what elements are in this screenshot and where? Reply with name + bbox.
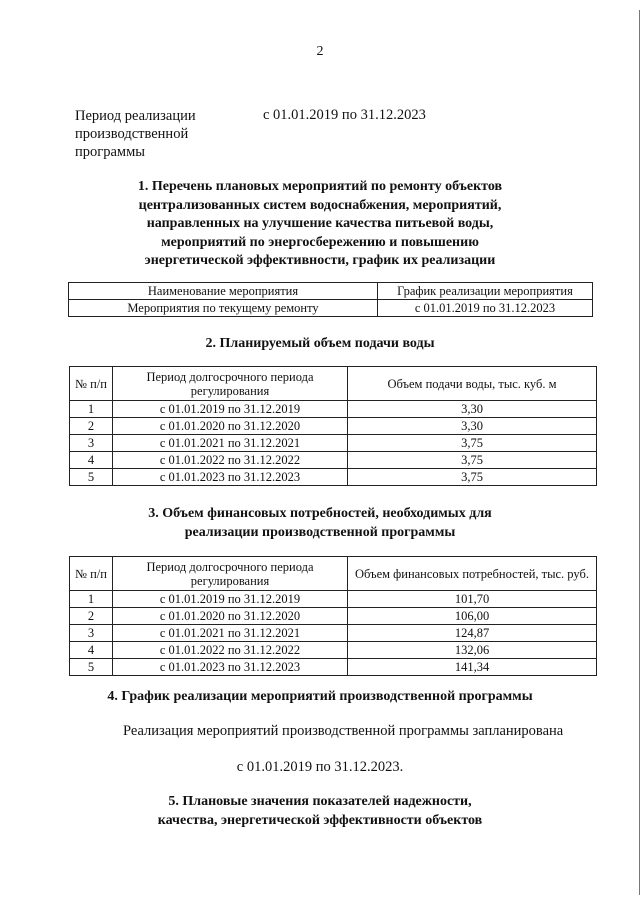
table-cell: Мероприятия по текущему ремонту [69,300,378,317]
table-row [70,401,597,418]
table-cell: с 01.01.2020 по 31.12.2020 [113,418,348,435]
table-cell: 4 [70,642,113,659]
table-cell: 101,70 [348,591,597,608]
section4-heading: 4. График реализации мероприятий производственной программы [107,689,533,704]
period-value: с 01.01.2019 по 31.12.2023 [263,107,426,123]
table-row [70,435,597,452]
table-cell: 5 [70,469,113,486]
period-label-line: программы [75,144,145,160]
table-cell: 124,87 [348,625,597,642]
table-cell: с 01.01.2019 по 31.12.2019 [113,401,348,418]
table-cell: с 01.01.2022 по 31.12.2022 [113,452,348,469]
table-cell: 141,34 [348,659,597,676]
section4-text: Реализация мероприятий производственной программы запланирована [123,723,564,739]
table-row [70,452,597,469]
table-header: Наименование мероприятия [69,283,378,300]
heading-line: 1. Перечень плановых мероприятий по ремонту объектов [137,179,503,194]
table-cell: 4 [70,452,113,469]
table-cell: 106,00 [348,608,597,625]
table-cell: 2 [70,418,113,435]
table-cell: с 01.01.2023 по 31.12.2023 [113,659,348,676]
table-cell: 3,75 [348,452,597,469]
period-label-line: производственной [75,126,189,142]
period-label-line: Период реализации [75,108,196,124]
table-cell: с 01.01.2020 по 31.12.2020 [113,608,348,625]
table-header: № п/п [70,557,113,591]
table-row [70,591,597,608]
table-cell: с 01.01.2021 по 31.12.2021 [113,625,348,642]
heading-line: реализации производственной программы [184,524,456,540]
section1-table [68,282,593,317]
table-cell: с 01.01.2023 по 31.12.2023 [113,469,348,486]
table-cell: 3,30 [348,401,597,418]
table-header: Объем финансовых потребностей, тыс. руб. [348,557,597,591]
table-header: График реализации мероприятия [378,283,593,300]
table-row [70,469,597,486]
table-cell: 1 [70,401,113,418]
table-row [70,608,597,625]
section5-heading [0,793,640,830]
heading-line: качества, энергетической эффективности объектов [157,812,483,828]
table-cell: 5 [70,659,113,676]
section2-heading: 2. Планируемый объем подачи воды [205,336,435,351]
period-label [75,107,225,161]
heading-line: направленных на улучшение качества питьевой воды, [146,216,494,231]
heading-line: централизованных систем водоснабжения, мероприятий, [138,197,502,213]
table-row [70,659,597,676]
table-cell: 3 [70,435,113,452]
table-cell: с 01.01.2019 по 31.12.2019 [113,591,348,608]
section3-table [69,556,597,676]
table-cell: с 01.01.2022 по 31.12.2022 [113,642,348,659]
table-row [69,300,593,317]
table-row [70,642,597,659]
table-cell: 3,30 [348,418,597,435]
heading-line: мероприятий по энергосбережению и повышению [161,234,479,250]
table-cell: 132,06 [348,642,597,659]
heading-line: энергетической эффективности, график их реализации [144,253,496,268]
table-cell: с 01.01.2019 по 31.12.2023 [378,300,593,317]
section3-heading [0,505,640,542]
table-header: Период долгосрочного периода регулирования [113,557,348,591]
table-header: Объем подачи воды, тыс. куб. м [348,367,597,401]
heading-line: 3. Объем финансовых потребностей, необходимых для [148,506,492,521]
table-cell: 1 [70,591,113,608]
table-cell: 2 [70,608,113,625]
table-cell: 3 [70,625,113,642]
table-cell: 3,75 [348,435,597,452]
section1-heading [0,178,640,271]
table-row [70,418,597,435]
table-cell: с 01.01.2021 по 31.12.2021 [113,435,348,452]
table-header: Период долгосрочного периода регулирования [113,367,348,401]
table-cell: 3,75 [348,469,597,486]
section4-date: с 01.01.2019 по 31.12.2023. [236,759,404,775]
section2-table [69,366,597,486]
page-number: 2 [316,44,324,59]
table-header: № п/п [70,367,113,401]
heading-line: 5. Плановые значения показателей надежности, [168,794,472,809]
table-row [70,625,597,642]
